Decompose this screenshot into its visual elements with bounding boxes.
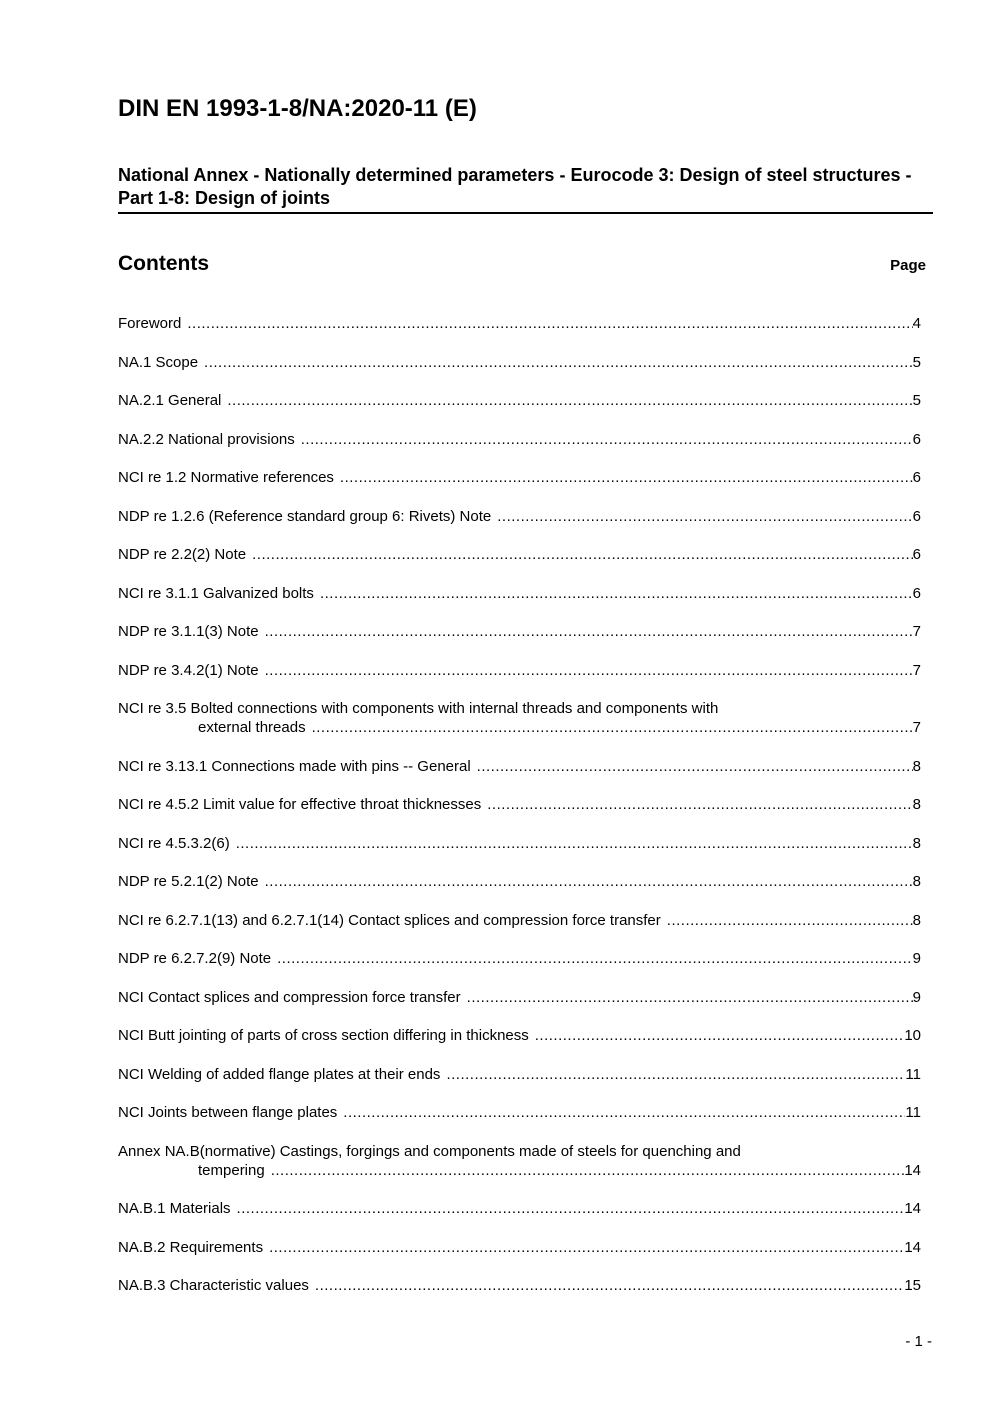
dot-leader	[265, 872, 913, 891]
dot-leader	[277, 949, 913, 968]
toc-entry[interactable]	[118, 353, 921, 372]
document-title: National Annex - Nationally determined parameters - Eurocode 3: Design of steel structures - Part 1-8: Design of joints	[118, 164, 933, 214]
dot-leader	[204, 353, 913, 372]
dot-leader	[227, 391, 912, 410]
toc-entry-title: NA.B.1 Materials	[118, 1200, 231, 1217]
dot-leader	[252, 545, 913, 564]
toc-entry-title: NDP re 1.2.6 (Reference standard group 6: Rivets) Note	[118, 507, 492, 525]
dot-leader	[343, 1103, 905, 1122]
toc-entry-title: NCI Butt jointing of parts of cross section differing in thickness	[118, 1027, 529, 1044]
dot-leader	[269, 1238, 904, 1257]
toc-entry-page: 9	[912, 950, 921, 967]
toc-entry-title: NA.B.2 Requirements	[118, 1238, 264, 1256]
toc-entry-title: NCI re 3.1.1 Galvanized bolts	[118, 584, 314, 602]
dot-leader	[312, 718, 913, 737]
dot-leader	[265, 622, 913, 641]
toc-entry-title: NCI re 4.5.3.2(6)	[118, 834, 230, 852]
toc-entry-title: NDP re 3.1.1(3) Note	[118, 623, 259, 640]
dot-leader	[340, 468, 913, 487]
toc-entry-page: 11	[905, 1104, 921, 1121]
dot-leader	[487, 795, 912, 814]
toc-entry-title: NCI Joints between flange plates	[118, 1104, 338, 1121]
dot-leader	[271, 1161, 905, 1180]
toc-entry-title: Foreword	[118, 315, 182, 332]
toc-entry[interactable]	[118, 1276, 921, 1295]
toc-entry-page: 8	[912, 873, 921, 890]
toc-entry-page: 6	[912, 507, 921, 525]
toc-entry-title-continuation: external threads	[198, 719, 306, 736]
toc-entry-title: NA.B.3 Characteristic values	[118, 1277, 309, 1294]
toc-entry-page: 14	[904, 1238, 921, 1256]
toc-entry[interactable]	[118, 949, 921, 968]
toc-entry-page: 9	[912, 988, 921, 1006]
toc-entry-page: 6	[912, 430, 921, 448]
dot-leader	[446, 1065, 905, 1084]
toc-entry-title: NA.1 Scope	[118, 353, 199, 371]
toc-entry-page: 8	[912, 911, 921, 929]
toc-entry[interactable]	[118, 872, 921, 891]
toc-entry-title: NCI re 1.2 Normative references	[118, 469, 334, 486]
toc-entry[interactable]	[118, 757, 921, 776]
document-id: DIN EN 1993-1-8/NA:2020-11 (E)	[118, 95, 477, 122]
toc-entry-title: NDP re 5.2.1(2) Note	[118, 873, 259, 890]
dot-leader	[535, 1026, 905, 1045]
toc-entry-page: 15	[904, 1277, 921, 1294]
toc-entry-title: NCI re 6.2.7.1(13) and 6.2.7.1(14) Contact splices and compression force transfer	[118, 911, 661, 929]
page-column-heading: Page	[890, 257, 926, 274]
toc-entry[interactable]	[118, 1026, 921, 1045]
toc-entry-page: 4	[912, 315, 921, 332]
toc-entry-page: 8	[912, 834, 921, 852]
dot-leader	[320, 584, 913, 603]
toc-entry-page: 7	[912, 661, 921, 679]
toc-entry-page: 10	[904, 1027, 921, 1044]
toc-entry[interactable]	[118, 314, 921, 333]
toc-entry[interactable]	[118, 1142, 921, 1180]
toc-entry[interactable]	[118, 584, 921, 603]
toc-entry-page: 5	[912, 353, 921, 371]
toc-entry[interactable]	[118, 507, 921, 526]
dot-leader	[315, 1276, 904, 1295]
toc-entry-title: NDP re 6.2.7.2(9) Note	[118, 950, 272, 967]
toc-entry-title: Annex NA.B(normative) Castings, forgings and components made of steels for quenching and	[118, 1142, 741, 1160]
toc-entry[interactable]	[118, 834, 921, 853]
toc-entry-page: 6	[912, 469, 921, 486]
toc-entry-page: 8	[912, 757, 921, 775]
toc-entry-title: NCI Contact splices and compression force transfer	[118, 988, 461, 1006]
toc-entry[interactable]	[118, 1238, 921, 1257]
toc-entry[interactable]	[118, 988, 921, 1007]
dot-leader	[497, 507, 912, 526]
toc-entry-page: 5	[912, 392, 921, 409]
toc-entry[interactable]	[118, 545, 921, 564]
dot-leader	[236, 834, 913, 853]
toc-entry[interactable]	[118, 430, 921, 449]
dot-leader	[477, 757, 913, 776]
toc-entry-page: 11	[905, 1065, 921, 1083]
toc-entry[interactable]	[118, 1065, 921, 1084]
toc-entry-page: 14	[904, 1161, 921, 1179]
dot-leader	[301, 430, 913, 449]
toc-entry-title: NCI re 3.13.1 Connections made with pins -- General	[118, 757, 471, 775]
dot-leader	[467, 988, 913, 1007]
toc-entry[interactable]	[118, 622, 921, 641]
toc-entry[interactable]	[118, 1103, 921, 1122]
toc-entry-page: 7	[912, 623, 921, 640]
toc-entry-page: 6	[912, 584, 921, 602]
toc-entry-title: NA.2.2 National provisions	[118, 430, 295, 448]
toc-entry-title: NDP re 2.2(2) Note	[118, 546, 247, 563]
toc-entry[interactable]	[118, 661, 921, 680]
dot-leader	[667, 911, 913, 930]
toc-entry-page: 14	[904, 1200, 921, 1217]
table-of-contents	[118, 314, 921, 1315]
page-number: - 1 -	[905, 1333, 932, 1350]
contents-heading: Contents	[118, 252, 209, 275]
toc-entry-title: NCI re 4.5.2 Limit value for effective throat thicknesses	[118, 796, 482, 813]
toc-entry[interactable]	[118, 699, 921, 737]
toc-entry[interactable]	[118, 1199, 921, 1218]
toc-entry-title: NDP re 3.4.2(1) Note	[118, 661, 259, 679]
dot-leader	[187, 314, 912, 333]
dot-leader	[237, 1199, 905, 1218]
toc-entry[interactable]	[118, 795, 921, 814]
toc-entry-title: NCI re 3.5 Bolted connections with components with internal threads and components with	[118, 700, 719, 717]
toc-entry-title-continuation: tempering	[198, 1161, 265, 1179]
dot-leader	[265, 661, 913, 680]
toc-entry-page: 7	[912, 719, 921, 736]
toc-entry[interactable]	[118, 911, 921, 930]
toc-entry[interactable]	[118, 391, 921, 410]
toc-entry-page: 6	[912, 546, 921, 563]
toc-entry-title: NCI Welding of added flange plates at their ends	[118, 1065, 441, 1083]
toc-entry[interactable]	[118, 468, 921, 487]
toc-entry-page: 8	[912, 796, 921, 813]
toc-entry-title: NA.2.1 General	[118, 392, 222, 409]
